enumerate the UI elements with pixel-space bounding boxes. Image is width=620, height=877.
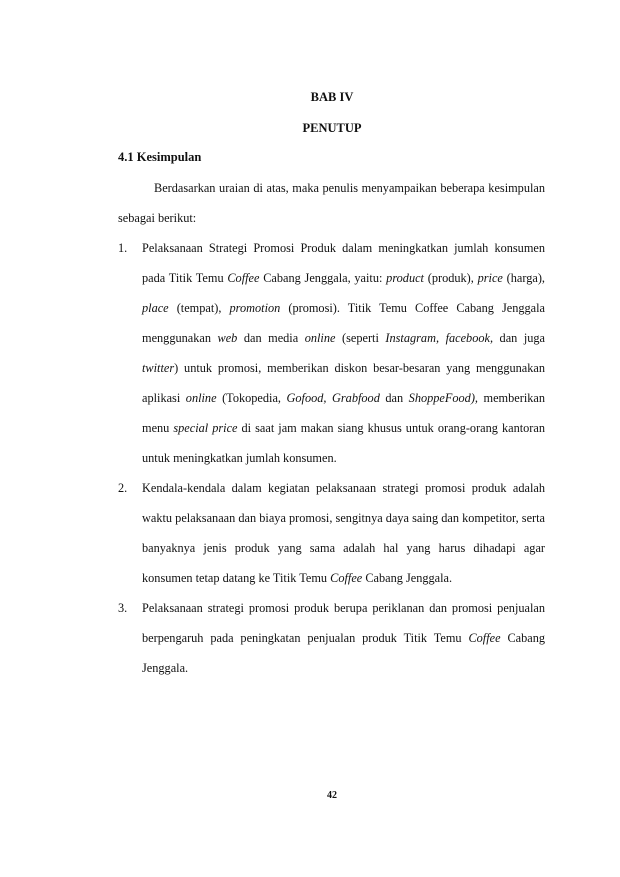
text-segment: (tempat), [168,301,230,315]
italic-text: Gofood, Grabfood [286,391,380,405]
list-item-number: 2. [118,481,128,495]
list-item [118,593,545,683]
italic-text: Instagram, facebook, [385,331,494,345]
list-item-number: 1. [118,241,128,255]
italic-text: promotion [229,301,281,315]
list-item-text [142,481,545,585]
text-segment: (harga), [502,271,545,285]
text-segment: (promosi). Titik Temu Coffee Cabang Jenggala menggunakan [142,301,545,345]
intro-paragraph: Berdasarkan uraian di atas, maka penulis menyampaikan beberapa kesimpulan sebagai berikut: [118,181,545,225]
italic-text: online [304,331,336,345]
list-item-text [142,241,545,465]
text-segment: (produk), [423,271,478,285]
text-segment: Cabang Jenggala. [142,631,546,675]
italic-text: place [142,301,169,315]
chapter-number: BAB IV [310,90,354,104]
text-segment: Cabang Jenggala. [362,571,453,585]
text-segment: Pelaksanaan Strategi Promosi Produk dalam meningkatkan jumlah konsumen pada Titik Temu [142,241,545,285]
italic-text: online [185,391,217,405]
italic-text: Coffee [330,571,363,585]
italic-text: Coffee [468,631,501,645]
italic-text: price [477,271,503,285]
page-number: 42 [327,790,337,801]
list-item-number: 3. [118,601,128,615]
text-segment: (Tokopedia, [216,391,287,405]
list-item-text [142,601,545,675]
list-item [118,233,545,473]
section-title: 4.1 Kesimpulan [118,150,202,164]
italic-text: ShoppeFood), [408,391,478,405]
text-segment: Kendala-kendala dalam kegiatan pelaksanaan strategi promosi produk adalah waktu pelaksanaan dan biaya promosi, sengitnya daya saing dan kompetitor, serta banyaknya jenis produk yang sama adalah hal yang harus dihadapi agar konsumen tetap datang ke Titik Temu [142,481,545,585]
text-segment: di saat jam makan siang khusus untuk orang-orang kantoran untuk meningkatkan jumlah konsumen. [142,421,545,465]
text-segment: memberikan menu [142,391,545,435]
body-text [118,173,545,683]
list-item [118,473,545,593]
italic-text: Coffee [227,271,260,285]
italic-text: product [386,271,424,285]
text-segment: dan [379,391,409,405]
text-segment: ) untuk promosi, memberikan diskon besar-besaran yang menggunakan aplikasi [142,361,545,405]
italic-text: web [217,331,238,345]
italic-text: twitter [142,361,175,375]
text-segment: Cabang Jenggala, yaitu: [259,271,387,285]
text-segment: dan juga [493,331,546,345]
conclusion-list [118,233,545,683]
italic-text: special price [173,421,238,435]
chapter-title: PENUTUP [302,121,362,135]
text-segment: (seperti [335,331,386,345]
text-segment: dan media [237,331,305,345]
text-segment: Pelaksanaan strategi promosi produk berupa periklanan dan promosi penjualan berpengaruh pada peningkatan penjualan produk Titik Temu [142,601,545,645]
